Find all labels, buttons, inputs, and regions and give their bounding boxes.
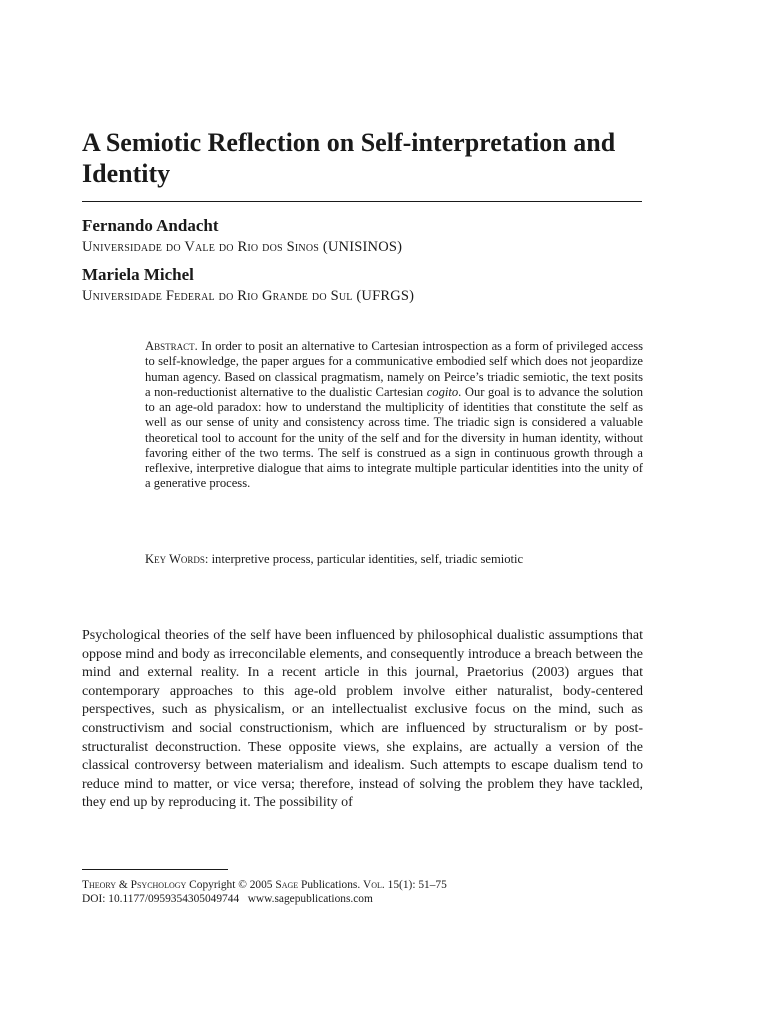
abstract-italic-term: cogito	[426, 384, 459, 399]
journal-page	[82, 0, 643, 1024]
footer-publisher-suffix: Publications.	[301, 879, 361, 891]
author-name-2: Mariela Michel	[82, 265, 194, 284]
publication-footer	[82, 878, 643, 906]
title-divider	[82, 201, 642, 202]
keywords-text: interpretive process, particular identities, self, triadic semiotic	[211, 552, 524, 566]
footer-vol-info: 15(1): 51–75	[387, 879, 447, 891]
abstract-text-continued: . Our goal is to advance the solution to an age-old paradox: how to understand the multiplicity of identities that constitute the self as well as our sense of unity and consistency across time. The triadic sign is considered a valuable theoretical tool to account for the unity of the self and for the diversity in human identity, without favoring either of the two terms. The self is construed as a sign in continuous growth through a reflexive, interpretive dialogue that aims to integrate multiple particular identities into the unity of a generative process.	[145, 384, 643, 491]
footer-journal: Theory & Psychology	[82, 879, 187, 891]
footer-doi: DOI: 10.1177/0959354305049744	[82, 893, 240, 905]
author-name-1: Fernando Andacht	[82, 216, 219, 235]
author-affiliation-1: Universidade do Vale do Rio dos Sinos (UNISINOS)	[82, 239, 403, 255]
footer-copyright: Copyright © 2005	[189, 879, 273, 891]
body-paragraph: Psychological theories of the self have been influenced by philosophical dualistic assumptions that oppose mind and body as irreconcilable elements, and consequently introduce a breach between the mind and external reality. In a recent article in this journal, Praetorius (2003) argues that contemporary approaches to this age-old problem involve either naturalist, body-centered perspectives, such as physicalism, or an intellectualist exclusive focus on the mind, such as constructivism and social constructionism, which are influenced by structuralism or by post-structuralist deconstruction. These opposite views, she explains, are actually a version of the classical controversy between materialism and idealism. Such attempts to escape dualism tend to reduce mind to matter, or vice versa; therefore, instead of solving the problem they have tackled, they end up by reproducing it. The possibility of	[82, 628, 643, 811]
footer-publisher: Sage	[275, 879, 299, 891]
abstract-text: In order to posit an alternative to Cartesian introspection as a form of privileged access to self-knowledge, the paper argues for a communicative embodied self which does not jeopardize human agency. Based on classical pragmatism, namely on Peirce’s triadic semiotic, the text posits a non-reductionist alternative to the dualistic Cartesian	[145, 339, 643, 399]
footer-doi-line	[82, 892, 643, 906]
footer-citation-line	[82, 878, 643, 892]
keywords	[145, 552, 643, 568]
footer-vol-label: Vol.	[363, 879, 385, 891]
abstract	[145, 339, 643, 492]
keywords-label: Key Words:	[145, 552, 209, 566]
abstract-label: Abstract.	[145, 339, 198, 353]
footer-website: www.sagepublications.com	[247, 893, 373, 905]
author-affiliation-2: Universidade Federal do Rio Grande do Sul (UFRGS)	[82, 288, 415, 304]
footnote-divider	[82, 869, 228, 870]
article-title: A Semiotic Reflection on Self-interpretation and Identity	[82, 128, 616, 188]
